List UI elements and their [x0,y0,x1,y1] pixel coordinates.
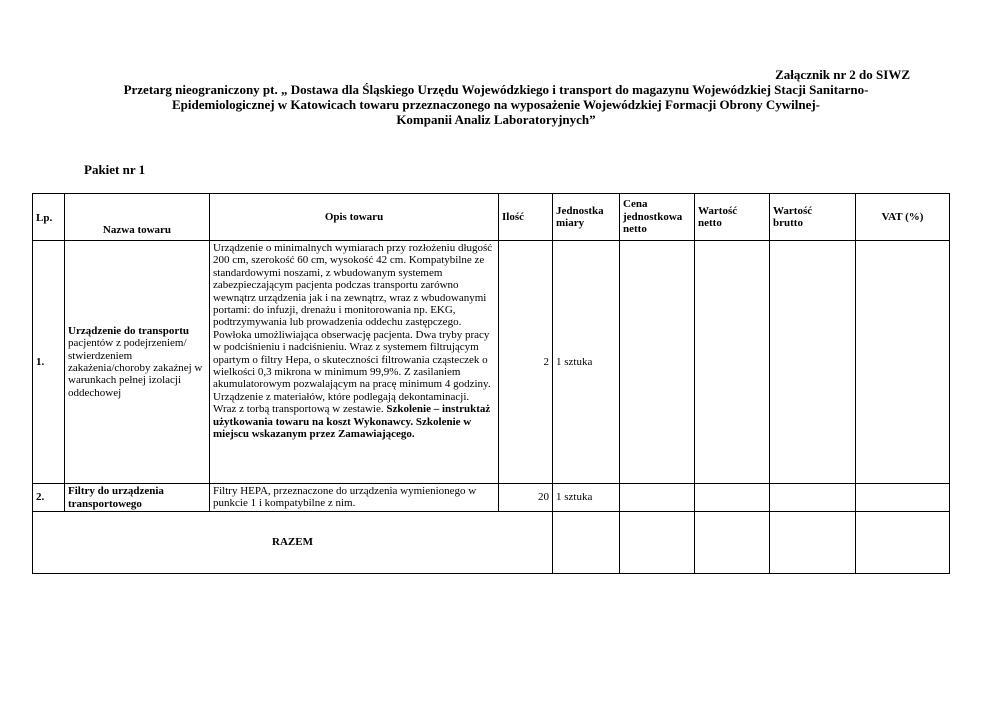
header-price-line-3: netto [623,223,647,236]
header-price-line-2: jednostkowa [623,210,683,223]
row-2-name: Filtry do urządzenia transportowego [65,484,210,512]
row-2-net-value [695,484,770,512]
total-vat [856,512,950,574]
row-1-lp: 1. [33,241,65,484]
row-1-desc-text: Urządzenie o minimalnych wymiarach przy rozłożeniu długość 200 cm, szerokość 60 cm, wysokość 42 cm. Kompatybilne ze standardowymi noszami, z wbudowanym systemem zabezpieczającym pacjenta podczas transportu zarówno wewnątrz urządzenia jak i na zewnątrz, wraz z wbudowanymi portami: do infuzji, drenażu i monitorowania np. EKG, podtrzymywania lub prowadzenia oddechu zastępczego. Powłoka umożliwiająca obserwację pacjenta. Dwa tryby pracy w podciśnieniu i nadciśnieniu. Wraz z systemem filtrującym opartym o filtry Hepa, o skuteczności filtrowania cząsteczek o wielkości 0,3 mikrona w minimum 99,9%. Z zasilaniem akumulatorowym pozwalającym na pracę minimum 4 godziny. Urządzenie z materiałów, które podlegają dekontaminacji. Wraz z torbą transportową w zestawie. [213,242,493,416]
row-2-gross-value [770,484,856,512]
header-net-line-2: netto [698,217,722,229]
total-row [33,512,950,574]
header-qty: Ilość [499,194,553,241]
row-2-lp: 2. [33,484,65,512]
attachment-label: Załącznik nr 2 do SIWZ [775,67,910,82]
row-1-qty: 2 [499,241,553,484]
row-1-net-value [695,241,770,484]
row-1-desc-bold: Szkolenie – instruktaż użytkowania towaru na koszt Wykonawcy. Szkolenie w miejscu wskazanym przez Zamawiającego. [213,403,491,441]
row-1-unit: 1 sztuka [553,241,620,484]
total-gross-value [770,512,856,574]
row-2-unit-price [620,484,695,512]
table-row [33,484,950,512]
document-title [60,82,932,127]
title-line-2: Epidemiologicznej w Katowicach towaru przeznaczonego na wyposażenie Wojewódzkiej Formacji Obrony Cywilnej- [172,97,820,112]
total-net-value [695,512,770,574]
header-unit-line-2: miary [556,217,585,229]
row-1-gross-value [770,241,856,484]
package-label: Pakiet nr 1 [84,162,146,177]
total-unit-price [620,512,695,574]
header-vat: VAT (%) [856,194,950,241]
items-table [32,193,950,574]
title-line-3: Kompanii Analiz Laboratoryjnych” [396,112,596,127]
row-2-desc: Filtry HEPA, przeznaczone do urządzenia wymienionego w punkcie 1 i kompatybilne z nim. [210,484,499,512]
header-gross-line-1: Wartość [773,204,813,217]
header-unit-line-1: Jednostka [556,204,604,217]
header-lp: Lp. [33,194,65,241]
row-2-vat [856,484,950,512]
header-net-line-1: Wartość [698,204,738,217]
header-desc: Opis towaru [210,194,499,241]
header-unit-price [620,194,695,241]
row-1-unit-price [620,241,695,484]
row-1-name-bold: Urządzenie do transportu [68,324,189,337]
header-net-value [695,194,770,241]
total-unit [553,512,620,574]
header-gross-value [770,194,856,241]
header-unit [553,194,620,241]
header-price-line-1: Cena [623,198,648,211]
row-1-name-rest: pacjentów z podejrzeniem/ stwierdzeniem zakażenia/choroby zakaźnej w warunkach pełnej izolacji oddechowej [68,337,203,399]
row-1-desc [210,241,499,484]
row-1-vat [856,241,950,484]
header-gross-line-2: brutto [773,217,803,229]
table-header-row [33,194,950,241]
total-label: RAZEM [33,512,553,574]
title-line-1: Przetarg nieograniczony pt. „ Dostawa dla Śląskiego Urzędu Wojewódzkiego i transport do magazynu Wojewódzkiej Stacji Sanitarno- [123,82,869,97]
row-1-name [65,241,210,484]
row-2-qty: 20 [499,484,553,512]
table-row [33,241,950,484]
header-name: Nazwa towaru [65,194,210,241]
row-2-unit: 1 sztuka [553,484,620,512]
